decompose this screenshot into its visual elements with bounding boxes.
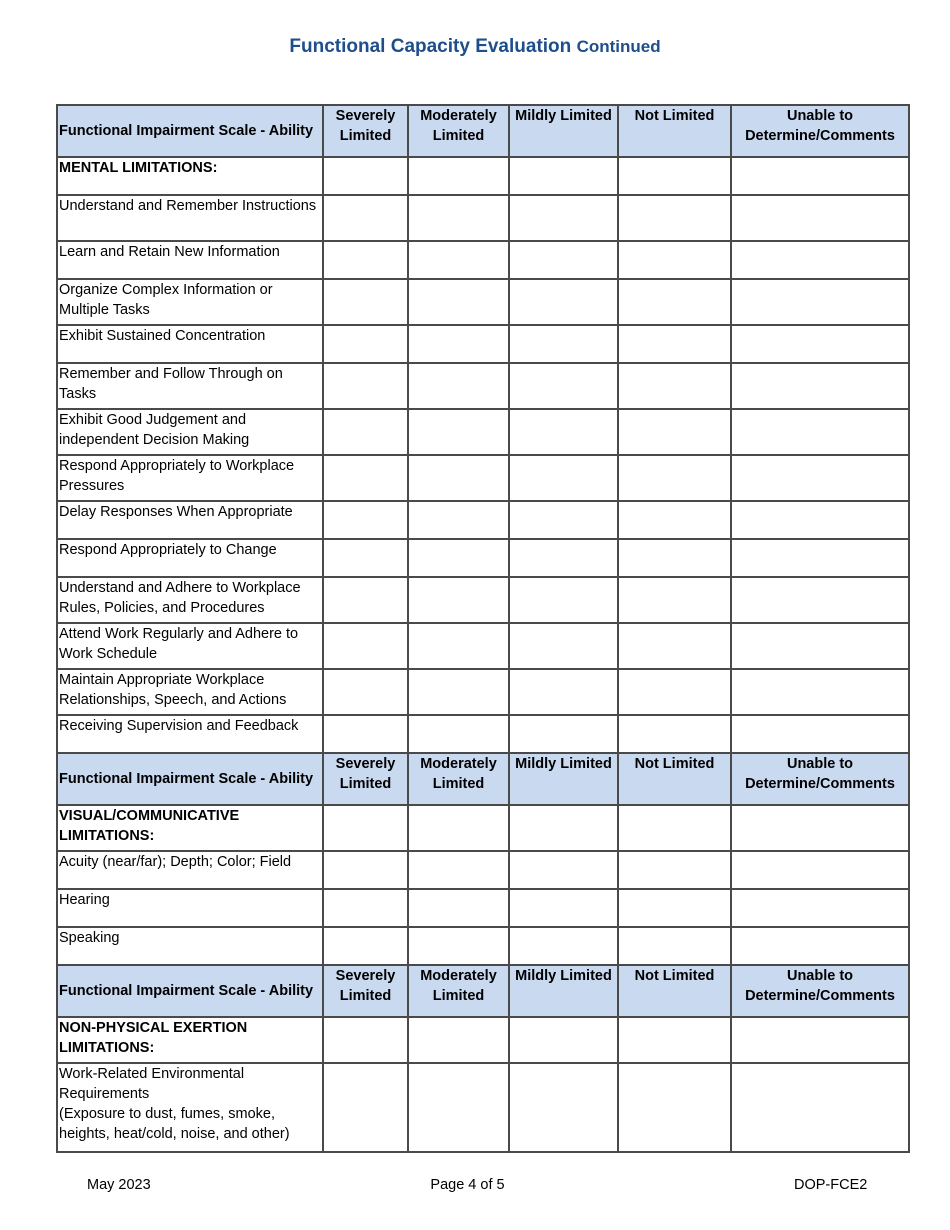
header-severely-limited: Severely Limited bbox=[323, 753, 408, 805]
not-limited-cell[interactable] bbox=[618, 241, 731, 279]
severely-limited-cell[interactable] bbox=[323, 1063, 408, 1152]
moderately-limited-cell[interactable] bbox=[408, 195, 509, 241]
ability-row bbox=[57, 669, 909, 715]
ability-row bbox=[57, 539, 909, 577]
severely-limited-cell[interactable] bbox=[323, 195, 408, 241]
header-not-limited: Not Limited bbox=[618, 753, 731, 805]
header-row bbox=[57, 753, 909, 805]
moderately-limited-cell[interactable] bbox=[408, 851, 509, 889]
not-limited-cell[interactable] bbox=[618, 851, 731, 889]
ability-row bbox=[57, 241, 909, 279]
ability-row bbox=[57, 715, 909, 753]
unable-to-determine-comments-cell[interactable] bbox=[731, 241, 909, 279]
ability-label: Speaking bbox=[57, 927, 323, 965]
not-limited-cell[interactable] bbox=[618, 577, 731, 623]
section-heading: NON-PHYSICAL EXERTION LIMITATIONS: bbox=[57, 1017, 323, 1063]
ability-row bbox=[57, 325, 909, 363]
unable-to-determine-comments-cell[interactable] bbox=[731, 409, 909, 455]
not-limited-cell[interactable] bbox=[618, 539, 731, 577]
not-limited-cell[interactable] bbox=[618, 889, 731, 927]
mildly-limited-cell[interactable] bbox=[509, 409, 618, 455]
mildly-limited-cell[interactable] bbox=[509, 279, 618, 325]
moderately-limited-cell[interactable] bbox=[408, 1017, 509, 1063]
ability-row bbox=[57, 1063, 909, 1152]
moderately-limited-cell[interactable] bbox=[408, 363, 509, 409]
mildly-limited-cell[interactable] bbox=[509, 157, 618, 195]
ability-label: Acuity (near/far); Depth; Color; Field bbox=[57, 851, 323, 889]
ability-row bbox=[57, 409, 909, 455]
not-limited-cell[interactable] bbox=[618, 669, 731, 715]
unable-to-determine-comments-cell[interactable] bbox=[731, 539, 909, 577]
not-limited-cell[interactable] bbox=[618, 157, 731, 195]
ability-row bbox=[57, 501, 909, 539]
ability-label: Learn and Retain New Information bbox=[57, 241, 323, 279]
unable-to-determine-comments-cell[interactable] bbox=[731, 927, 909, 965]
ability-label: Receiving Supervision and Feedback bbox=[57, 715, 323, 753]
mildly-limited-cell[interactable] bbox=[509, 715, 618, 753]
ability-row bbox=[57, 851, 909, 889]
moderately-limited-cell[interactable] bbox=[408, 1063, 509, 1152]
ability-row bbox=[57, 363, 909, 409]
ability-label: Attend Work Regularly and Adhere to Work Schedule bbox=[57, 623, 323, 669]
unable-to-determine-comments-cell[interactable] bbox=[731, 577, 909, 623]
footer-form-id: DOP-FCE2 bbox=[794, 1177, 868, 1193]
section-row bbox=[57, 1017, 909, 1063]
unable-to-determine-comments-cell[interactable] bbox=[731, 501, 909, 539]
moderately-limited-cell[interactable] bbox=[408, 539, 509, 577]
severely-limited-cell[interactable] bbox=[323, 623, 408, 669]
header-moderately-limited: Moderately Limited bbox=[408, 105, 509, 157]
header-ability: Functional Impairment Scale - Ability bbox=[57, 105, 323, 157]
moderately-limited-cell[interactable] bbox=[408, 577, 509, 623]
header-row bbox=[57, 965, 909, 1017]
severely-limited-cell[interactable] bbox=[323, 325, 408, 363]
mildly-limited-cell[interactable] bbox=[509, 325, 618, 363]
moderately-limited-cell[interactable] bbox=[408, 157, 509, 195]
mildly-limited-cell[interactable] bbox=[509, 851, 618, 889]
unable-to-determine-comments-cell[interactable] bbox=[731, 851, 909, 889]
severely-limited-cell[interactable] bbox=[323, 851, 408, 889]
unable-to-determine-comments-cell[interactable] bbox=[731, 1063, 909, 1152]
header-unable-to-determine-comments: Unable to Determine/Comments bbox=[731, 105, 909, 157]
severely-limited-cell[interactable] bbox=[323, 927, 408, 965]
section-row bbox=[57, 157, 909, 195]
not-limited-cell[interactable] bbox=[618, 623, 731, 669]
moderately-limited-cell[interactable] bbox=[408, 669, 509, 715]
mildly-limited-cell[interactable] bbox=[509, 1063, 618, 1152]
moderately-limited-cell[interactable] bbox=[408, 241, 509, 279]
mildly-limited-cell[interactable] bbox=[509, 669, 618, 715]
severely-limited-cell[interactable] bbox=[323, 669, 408, 715]
severely-limited-cell[interactable] bbox=[323, 455, 408, 501]
header-mildly-limited: Mildly Limited bbox=[509, 105, 618, 157]
mildly-limited-cell[interactable] bbox=[509, 889, 618, 927]
severely-limited-cell[interactable] bbox=[323, 241, 408, 279]
not-limited-cell[interactable] bbox=[618, 455, 731, 501]
header-severely-limited: Severely Limited bbox=[323, 965, 408, 1017]
moderately-limited-cell[interactable] bbox=[408, 325, 509, 363]
unable-to-determine-comments-cell[interactable] bbox=[731, 279, 909, 325]
not-limited-cell[interactable] bbox=[618, 1063, 731, 1152]
ability-label: Exhibit Sustained Concentration bbox=[57, 325, 323, 363]
not-limited-cell[interactable] bbox=[618, 363, 731, 409]
mildly-limited-cell[interactable] bbox=[509, 501, 618, 539]
ability-label: Understand and Remember Instructions bbox=[57, 195, 323, 241]
severely-limited-cell[interactable] bbox=[323, 715, 408, 753]
header-severely-limited: Severely Limited bbox=[323, 105, 408, 157]
not-limited-cell[interactable] bbox=[618, 927, 731, 965]
severely-limited-cell[interactable] bbox=[323, 539, 408, 577]
not-limited-cell[interactable] bbox=[618, 501, 731, 539]
header-unable-to-determine-comments: Unable to Determine/Comments bbox=[731, 965, 909, 1017]
moderately-limited-cell[interactable] bbox=[408, 409, 509, 455]
severely-limited-cell[interactable] bbox=[323, 279, 408, 325]
unable-to-determine-comments-cell[interactable] bbox=[731, 1017, 909, 1063]
ability-row bbox=[57, 889, 909, 927]
mildly-limited-cell[interactable] bbox=[509, 363, 618, 409]
moderately-limited-cell[interactable] bbox=[408, 501, 509, 539]
ability-row bbox=[57, 279, 909, 325]
ability-label: Work-Related Environmental Requirements (Exposure to dust, fumes, smoke, heights, heat/cold, noise, and other) bbox=[57, 1063, 323, 1152]
unable-to-determine-comments-cell[interactable] bbox=[731, 195, 909, 241]
mildly-limited-cell[interactable] bbox=[509, 577, 618, 623]
moderately-limited-cell[interactable] bbox=[408, 623, 509, 669]
ability-label: Understand and Adhere to Workplace Rules, Policies, and Procedures bbox=[57, 577, 323, 623]
functional-impairment-table bbox=[56, 104, 910, 1153]
unable-to-determine-comments-cell[interactable] bbox=[731, 805, 909, 851]
unable-to-determine-comments-cell[interactable] bbox=[731, 455, 909, 501]
ability-row bbox=[57, 927, 909, 965]
ability-label: Delay Responses When Appropriate bbox=[57, 501, 323, 539]
ability-label: Exhibit Good Judgement and independent Decision Making bbox=[57, 409, 323, 455]
section-heading: VISUAL/COMMUNICATIVE LIMITATIONS: bbox=[57, 805, 323, 851]
ability-row bbox=[57, 623, 909, 669]
severely-limited-cell[interactable] bbox=[323, 577, 408, 623]
not-limited-cell[interactable] bbox=[618, 805, 731, 851]
ability-label: Hearing bbox=[57, 889, 323, 927]
header-row bbox=[57, 105, 909, 157]
header-moderately-limited: Moderately Limited bbox=[408, 753, 509, 805]
header-moderately-limited: Moderately Limited bbox=[408, 965, 509, 1017]
ability-label: Respond Appropriately to Change bbox=[57, 539, 323, 577]
ability-row bbox=[57, 195, 909, 241]
not-limited-cell[interactable] bbox=[618, 195, 731, 241]
moderately-limited-cell[interactable] bbox=[408, 805, 509, 851]
mildly-limited-cell[interactable] bbox=[509, 455, 618, 501]
unable-to-determine-comments-cell[interactable] bbox=[731, 623, 909, 669]
severely-limited-cell[interactable] bbox=[323, 501, 408, 539]
ability-label: Respond Appropriately to Workplace Pressures bbox=[57, 455, 323, 501]
mildly-limited-cell[interactable] bbox=[509, 623, 618, 669]
ability-label: Maintain Appropriate Workplace Relationships, Speech, and Actions bbox=[57, 669, 323, 715]
mildly-limited-cell[interactable] bbox=[509, 539, 618, 577]
header-mildly-limited: Mildly Limited bbox=[509, 753, 618, 805]
section-row bbox=[57, 805, 909, 851]
not-limited-cell[interactable] bbox=[618, 279, 731, 325]
unable-to-determine-comments-cell[interactable] bbox=[731, 669, 909, 715]
mildly-limited-cell[interactable] bbox=[509, 1017, 618, 1063]
unable-to-determine-comments-cell[interactable] bbox=[731, 157, 909, 195]
moderately-limited-cell[interactable] bbox=[408, 279, 509, 325]
unable-to-determine-comments-cell[interactable] bbox=[731, 325, 909, 363]
header-ability: Functional Impairment Scale - Ability bbox=[57, 965, 323, 1017]
page-title-text: Functional Capacity Evaluation bbox=[289, 36, 572, 57]
not-limited-cell[interactable] bbox=[618, 325, 731, 363]
unable-to-determine-comments-cell[interactable] bbox=[731, 363, 909, 409]
section-heading: MENTAL LIMITATIONS: bbox=[57, 157, 323, 195]
page-title bbox=[0, 36, 950, 58]
mildly-limited-cell[interactable] bbox=[509, 805, 618, 851]
ability-label: Remember and Follow Through on Tasks bbox=[57, 363, 323, 409]
severely-limited-cell[interactable] bbox=[323, 805, 408, 851]
moderately-limited-cell[interactable] bbox=[408, 455, 509, 501]
mildly-limited-cell[interactable] bbox=[509, 195, 618, 241]
severely-limited-cell[interactable] bbox=[323, 889, 408, 927]
footer-date: May 2023 bbox=[87, 1177, 151, 1193]
not-limited-cell[interactable] bbox=[618, 1017, 731, 1063]
header-mildly-limited: Mildly Limited bbox=[509, 965, 618, 1017]
mildly-limited-cell[interactable] bbox=[509, 241, 618, 279]
header-not-limited: Not Limited bbox=[618, 965, 731, 1017]
footer-page-number: Page 4 of 5 bbox=[430, 1177, 505, 1193]
ability-row bbox=[57, 577, 909, 623]
not-limited-cell[interactable] bbox=[618, 715, 731, 753]
ability-row bbox=[57, 455, 909, 501]
severely-limited-cell[interactable] bbox=[323, 1017, 408, 1063]
unable-to-determine-comments-cell[interactable] bbox=[731, 715, 909, 753]
header-unable-to-determine-comments: Unable to Determine/Comments bbox=[731, 753, 909, 805]
page-title-suffix: Continued bbox=[576, 37, 661, 56]
mildly-limited-cell[interactable] bbox=[509, 927, 618, 965]
moderately-limited-cell[interactable] bbox=[408, 927, 509, 965]
moderately-limited-cell[interactable] bbox=[408, 715, 509, 753]
severely-limited-cell[interactable] bbox=[323, 157, 408, 195]
severely-limited-cell[interactable] bbox=[323, 409, 408, 455]
not-limited-cell[interactable] bbox=[618, 409, 731, 455]
moderately-limited-cell[interactable] bbox=[408, 889, 509, 927]
header-ability: Functional Impairment Scale - Ability bbox=[57, 753, 323, 805]
header-not-limited: Not Limited bbox=[618, 105, 731, 157]
severely-limited-cell[interactable] bbox=[323, 363, 408, 409]
unable-to-determine-comments-cell[interactable] bbox=[731, 889, 909, 927]
ability-label: Organize Complex Information or Multiple Tasks bbox=[57, 279, 323, 325]
